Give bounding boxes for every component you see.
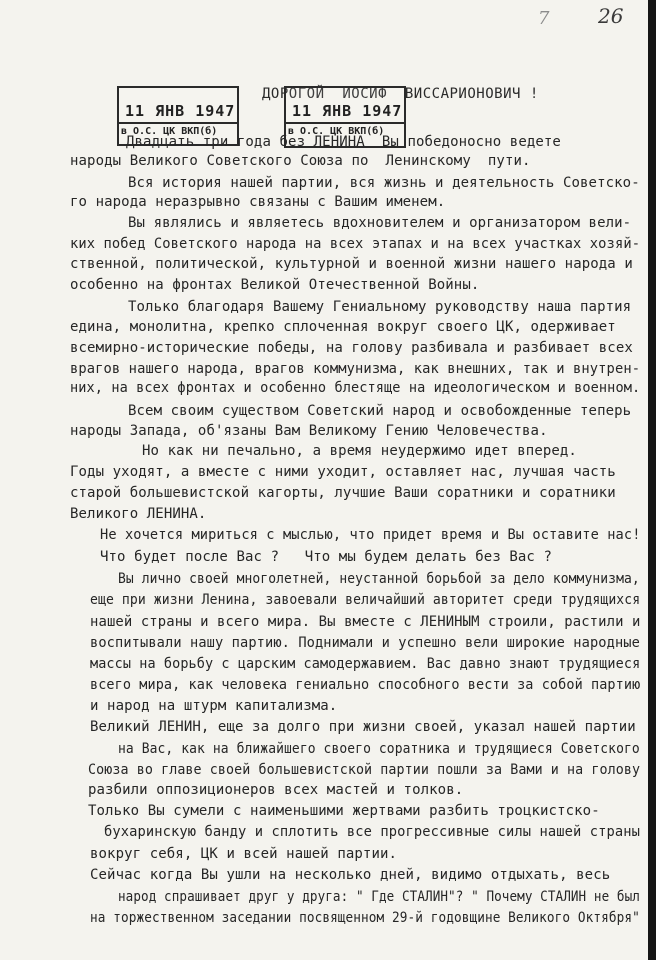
text-line: врагов нашего народа, врагов коммунизма, как внешних, так и внутрен- (70, 361, 641, 377)
stamp-org: в О.С. ЦК ВКП(б) (288, 126, 385, 137)
text-line: воспитывали нашу партию. Поднимали и успешно вели широкие народные (90, 635, 640, 651)
text-line: Что будет после Вас ? Что мы будем делать без Вас ? (100, 549, 553, 565)
text-line: вокруг себя, ЦК и всей нашей партии. (90, 846, 398, 862)
stamp-date: 11 ЯНВ 1947 (292, 102, 403, 120)
salutation: ДОРОГОЙ ИОСИФ ВИССАРИОНОВИЧ ! (262, 86, 539, 102)
text-line: на торжественном заседании посвященном 29-й годовщине Великого Октября" (90, 910, 640, 926)
text-line: старой большевистской кагорты, лучшие Ваши соратники и соратники (70, 485, 616, 501)
text-line: го народа неразрывно связаны с Вашим именем. (70, 194, 446, 210)
text-line: Двадцать три года без ЛЕНИНА Вы победоносно ведете (126, 134, 561, 150)
text-line: Великий ЛЕНИН, еще за долго при жизни своей, указал нашей партии (90, 719, 636, 735)
text-line: ственной, политической, культурной и военной жизни нашего народа и (70, 256, 633, 272)
text-line: народы Великого Советского Союза по Ленинскому пути. (70, 153, 531, 169)
text-line: Вся история нашей партии, вся жизнь и деятельность Советско- (128, 175, 640, 191)
text-line: Только Вы сумели с наименьшими жертвами разбить троцкистско- (88, 803, 600, 819)
page-number: 26 (598, 4, 624, 28)
text-line: ких побед Советского народа на всех этапах и на всех участках хозяй- (70, 236, 641, 252)
text-line: них, на всех фронтах и особенно блестяще на идеологическом и военном. (70, 380, 641, 396)
text-line: народ спрашивает друг у друга: " Где СТАЛИН"? " Почему СТАЛИН не был (118, 889, 640, 905)
text-line: разбили оппозиционеров всех мастей и толков. (88, 782, 464, 798)
text-line: на Вас, как на ближайшего своего соратника и трудящиеся Советского (118, 741, 640, 757)
text-line: народы Запада, об'язаны Вам Великому Гению Человечества. (70, 423, 548, 439)
text-line: всего мира, как человека гениально способного вести за собой партию (90, 677, 641, 693)
text-line: Вы лично своей многолетней, неустанной борьбой за дело коммунизма, (118, 571, 640, 587)
text-line: Союза во главе своей большевистской партии пошли за Вами и на голову (88, 762, 641, 778)
text-line: Но как ни печально, а время неудержимо идет вперед. (142, 443, 577, 459)
stamp-divider (119, 122, 237, 124)
stamp-org: в О.С. ЦК ВКП(б) (121, 126, 218, 137)
stamp-divider (286, 122, 404, 124)
text-line: Всем своим существом Советский народ и освобожденные теперь (128, 403, 632, 419)
text-line: Годы уходят, а вместе с ними уходит, оставляет нас, лучшая часть (70, 464, 616, 480)
text-line: особенно на фронтах Великой Отечественной Войны. (70, 277, 480, 293)
text-line: бухаринскую банду и сплотить все прогрессивные силы нашей страны (104, 824, 641, 840)
text-line: еще при жизни Ленина, завоевали величайший авторитет среди трудящихся (90, 592, 641, 608)
text-line: Великого ЛЕНИНА. (70, 506, 207, 522)
scan-edge (648, 0, 656, 960)
text-line: Сейчас когда Вы ушли на несколько дней, видимо отдыхать, весь (90, 867, 611, 883)
text-line: и народ на штурм капитализма. (90, 698, 338, 714)
text-line: массы на борьбу с царским самодержавием. Вас давно знают трудящиеся (90, 656, 641, 672)
text-line: всемирно-исторические победы, на голову разбивала и разбивает всех (70, 340, 633, 356)
stamp-date: 11 ЯНВ 1947 (125, 102, 236, 120)
text-line: Не хочется мириться с мыслью, что придет время и Вы оставите нас! (100, 527, 641, 543)
text-line: Только благодаря Вашему Гениальному руководству наша партия (128, 299, 632, 315)
text-line: нашей страны и всего мира. Вы вместе с ЛЕНИНЫМ строили, растили и (90, 614, 641, 630)
page-number-faint: 7 (538, 8, 550, 29)
text-line: Вы являлись и являетесь вдохновителем и организатором вели- (128, 215, 632, 231)
text-line: едина, монолитна, крепко сплоченная вокруг своего ЦК, одерживает (70, 319, 616, 335)
